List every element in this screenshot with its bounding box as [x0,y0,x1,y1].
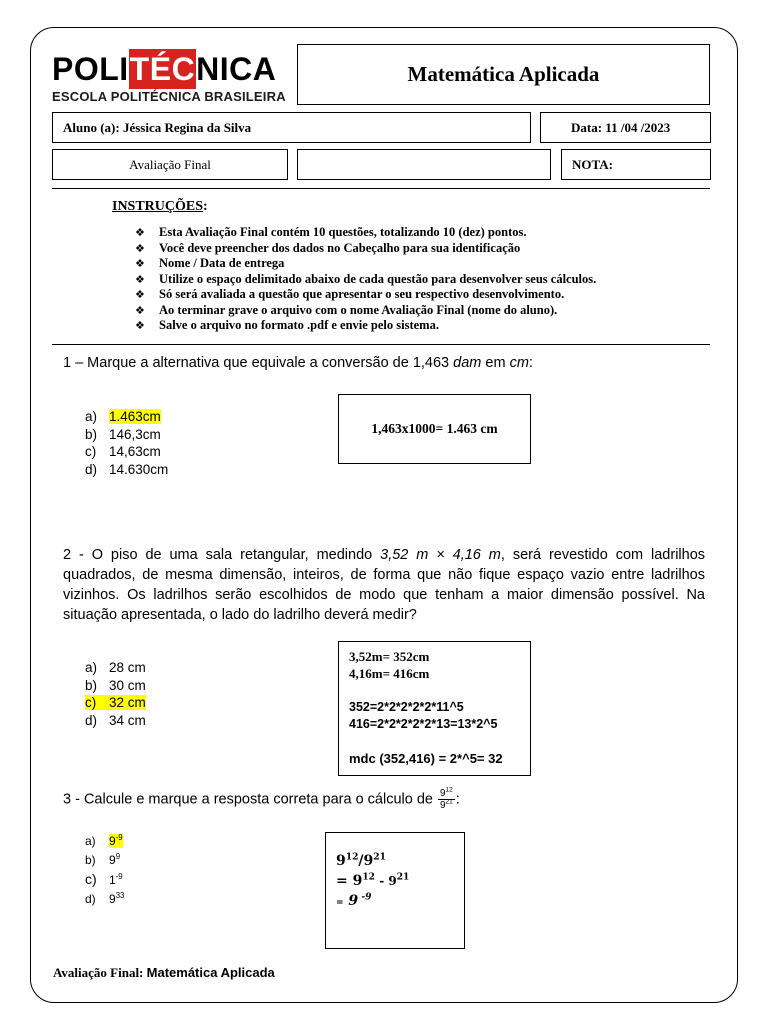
option-c[interactable]: c) 14,63cm [85,444,161,459]
logo-subtitle: ESCOLA POLITÉCNICA BRASILEIRA [52,89,286,104]
option-a[interactable]: a) 28 cm [85,660,146,675]
grade-field[interactable]: NOTA: [561,149,711,180]
assessment-label [52,149,288,180]
work-line: 4,16m= 416cm [349,666,430,681]
option-b[interactable]: b) $9^9$ [85,852,121,867]
logo-wordmark: POLITÉCNICA [52,51,277,87]
option-b[interactable]: b) 30 cm [85,677,146,693]
fraction: $\frac{9^{12}}{9^{21}}$ [439,786,453,811]
work-text: 1,463x1000= 1.463 cm [371,421,498,436]
list-item: ❖ Nome / Data de entrega [135,256,285,270]
logo-accent: TÉC [129,51,196,87]
question-2-work-box[interactable] [338,641,531,776]
diamond-bullet-icon: ❖ [135,257,145,270]
diamond-bullet-icon: ❖ [135,226,145,239]
work-line: = 9 $^{-9}$ [336,891,372,909]
diamond-bullet-icon: ❖ [135,241,145,255]
course-title: Matemática Aplicada [297,44,710,105]
question-1-work-box[interactable] [338,394,531,464]
option-a[interactable]: a) 1.463cm [85,409,161,424]
work-line: = $9^{12} - 9^{21}$ [336,871,410,889]
list-item: ❖ Salve o arquivo no formato .pdf e envie pelo sistema. [135,318,439,332]
work-line: $9^{12}/9^{21}$ [336,851,386,869]
option-d[interactable]: d) 14.630cm [85,461,169,477]
date-field[interactable]: Data: 11 /04 /2023 [540,112,711,143]
option-d[interactable]: d) 34 cm [85,712,146,728]
diamond-bullet-icon: ❖ [135,288,145,301]
question-2-options [85,659,146,729]
question-1-options [85,408,168,478]
work-line: mdc (352,416) = 2*^5= 32 [349,751,503,766]
question-3-options [85,832,124,909]
page-footer: Avaliação Final: Matemática Aplicada [53,965,275,980]
question-3-text: 3 - Calcule e marque a resposta correta para o cálculo de $\frac{9^{12}}{9^{21}}$ : [63,786,460,811]
blank-field[interactable] [297,149,551,180]
question-2-text: 2 - O piso de uma sala retangular, medindo 3,52 m × 4,16 m, será revestido com ladrilhos quadrados, de mesma dimensão, inteiros, de forma que não fique espaço vazio entre ladrilhos vizinhos. Os ladrilhos serão escolhidos de modo que tenham a maior dimensão possível. Na situação apresentada, o lado do ladrilho deverá medir? [63,547,706,623]
option-c[interactable]: c) $1^{-9}$ [85,871,123,887]
list-item: ❖ Utilize o espaço delimitado abaixo de cada questão para desenvolver seus cálculos. [135,271,597,286]
instructions-list [135,225,596,334]
instructions-title: INSTRUÇÕES: [112,199,208,214]
diamond-bullet-icon: ❖ [135,303,145,317]
list-item: ❖ Você deve preencher dos dados no Cabeçalho para sua identificação [135,240,521,255]
work-line: 352=2*2*2*2*2*11^5 [349,700,464,714]
student-field[interactable]: Aluno (a): Jéssica Regina da Silva [52,112,531,143]
list-item: ❖ Esta Avaliação Final contém 10 questões, totalizando 10 (dez) pontos. [135,225,527,239]
option-d[interactable]: d) $9^{33}$ [85,891,125,906]
list-item: ❖ Ao terminar grave o arquivo com o nome Avaliação Final (nome do aluno). [135,302,558,317]
option-b[interactable]: b) 146,3cm [85,426,161,442]
school-logo [52,49,288,107]
work-line: 3,52m= 352cm [349,649,430,664]
work-line: 416=2*2*2*2*2*13=13*2^5 [349,717,498,731]
instructions-divider [52,344,710,345]
diamond-bullet-icon: ❖ [135,272,145,286]
question-1-text: 1 – Marque a alternativa que equivale a conversão de 1,463 dam em cm: [63,355,533,371]
diamond-bullet-icon: ❖ [135,319,145,332]
header-divider [52,188,710,189]
list-item: ❖ Só será avaliada a questão que apresentar o seu respectivo desenvolvimento. [135,287,565,301]
option-c[interactable]: c) 32 cm [85,695,146,710]
question-3-work-box[interactable] [325,832,465,949]
option-a[interactable]: a) $9^{-9}$ [85,833,123,848]
assessment-text: Avaliação Final [129,156,211,172]
